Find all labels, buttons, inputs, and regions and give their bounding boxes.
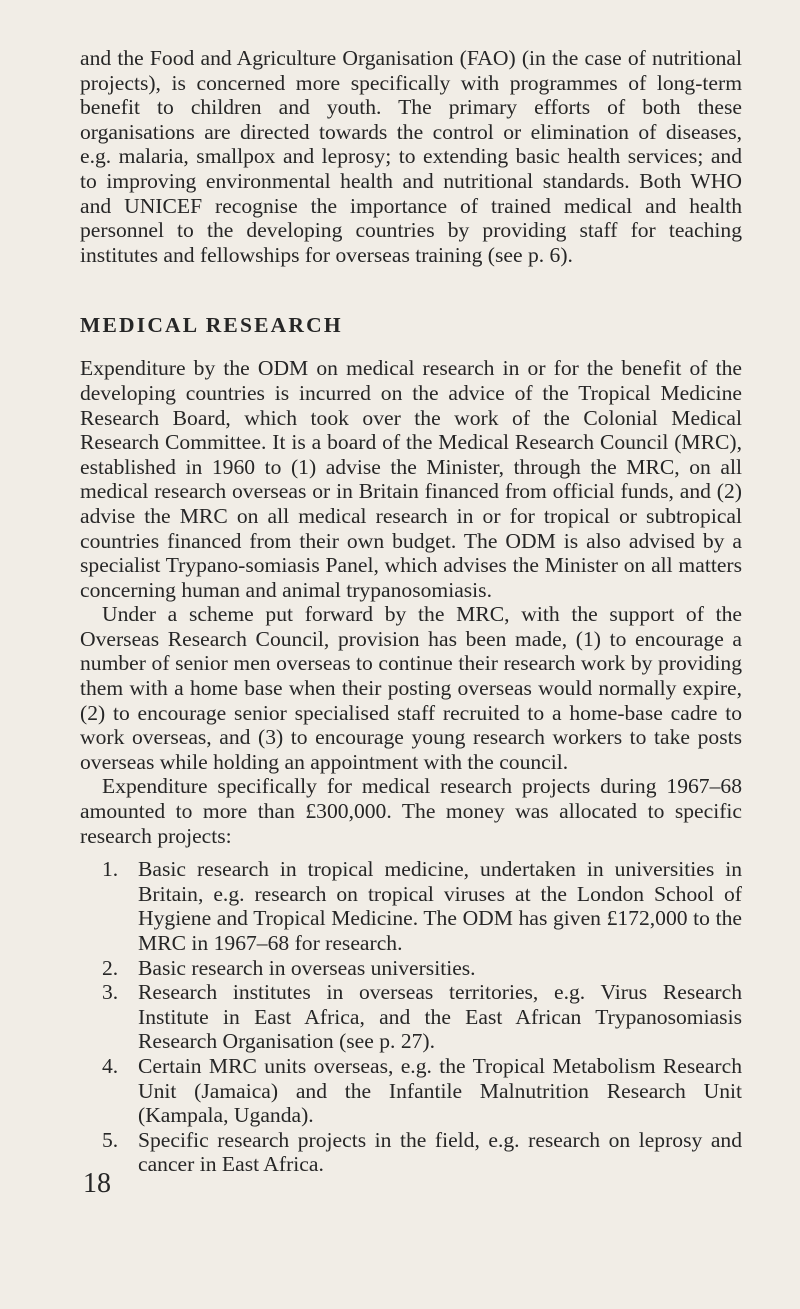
list-item-number: 4.: [102, 1053, 119, 1078]
list-item-number: 3.: [102, 980, 119, 1005]
list-item: [80, 1054, 742, 1128]
list-item-text: Specific research projects in the field, e.g. research on leprosy and cancer in East Africa.: [138, 1127, 742, 1177]
list-item: [80, 1128, 742, 1177]
list-item-text: Research institutes in overseas territories, e.g. Virus Research Institute in East Africa, and the East African Trypanosomiasis Research Organisation (see p. 27).: [138, 980, 742, 1054]
page-number: 18: [83, 1168, 111, 1199]
list-item-number: 2.: [102, 955, 119, 980]
list-item-text: Certain MRC units overseas, e.g. the Tropical Metabolism Research Unit (Jamaica) and the Infantile Malnutrition Research Unit (Kampala, Uganda).: [138, 1053, 742, 1128]
section-heading: MEDICAL RESEARCH: [80, 313, 343, 338]
paragraph-expenditure: Expenditure specifically for medical research projects during 1967–68 amounted to more than £300,000. The money was allocated to specific research projects:: [80, 774, 742, 848]
research-projects-list: [80, 857, 742, 1177]
paragraph-mrc-scheme: Under a scheme put forward by the MRC, with the support of the Overseas Research Council, provision has been made, (1) to encourage a number of senior men overseas to continue their research work by providing them with a home base when their posting overseas would normally expire, (2) to encourage senior specialised staff recruited to a home-base cadre to work overseas, and (3) to encourage young research workers to take posts overseas while holding an appointment with the council.: [80, 602, 742, 774]
list-item-number: 1.: [102, 857, 119, 882]
list-item-text: Basic research in tropical medicine, undertaken in universities in Britain, e.g. research on tropical viruses at the London School of Hygiene and Tropical Medicine. The ODM has given £172,000 to the MRC in 1967–68 for research.: [138, 857, 742, 955]
list-item-number: 5.: [102, 1127, 119, 1152]
paragraph-advisory-board: Expenditure by the ODM on medical research in or for the benefit of the developing countries is incurred on the advice of the Tropical Medicine Research Board, which took over the work of the Colonial Medical Research Committee. It is a board of the Medical Research Council (MRC), established in 1960 to (1) advise the Minister, through the MRC, on all medical research overseas or in Britain financed from official funds, and (2) advise the MRC on all medical research in or for tropical or subtropical countries financed from their own budget. The ODM is also advised by a specialist Trypano-somiasis Panel, which advises the Minister on all matters concerning human and animal trypanosomiasis.: [80, 356, 742, 602]
list-item: [80, 857, 742, 955]
list-item: [80, 956, 742, 981]
list-item: [80, 980, 742, 1054]
list-item-text: Basic research in overseas universities.: [138, 955, 476, 980]
document-page: [80, 46, 742, 1177]
intro-paragraph: and the Food and Agriculture Organisation (FAO) (in the case of nutritional projects), is concerned more specifically with programmes of long-term benefit to children and youth. The primary efforts of both these organisations are directed towards the control or elimination of diseases, e.g. malaria, smallpox and leprosy; to extending basic health services; and to improving environmental health and nutritional standards. Both WHO and UNICEF recognise the importance of trained medical and health personnel to the developing countries by providing staff for teaching institutes and fellowships for overseas training (see p. 6).: [80, 46, 742, 267]
